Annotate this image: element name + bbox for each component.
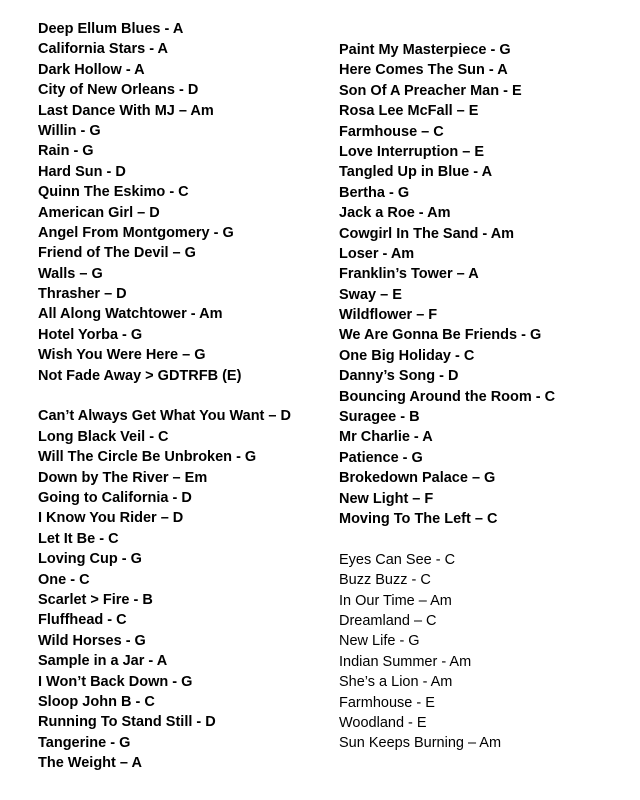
song-item: Son Of A Preacher Man - E [339,82,522,99]
song-item: Cowgirl In The Sand - Am [339,225,515,242]
song-item: Hard Sun - D [38,163,126,180]
left-column [38,19,291,773]
song-item: Moving To The Left – C [339,510,498,527]
song-item: Loser - Am [339,245,415,262]
song-item: Bouncing Around the Room - C [339,388,556,405]
song-item: Angel From Montgomery - G [38,224,234,241]
right-set-2 [339,550,555,754]
right-set-1 [339,40,555,529]
song-item: Sun Keeps Burning – Am [339,735,502,752]
song-item: Will The Circle Be Unbroken - G [38,449,257,466]
left-set-2 [38,406,291,773]
song-item: Patience - G [339,449,423,466]
song-item: Farmhouse - E [339,694,435,711]
song-item: The Weight – A [38,755,142,772]
song-item: Paint My Masterpiece - G [339,42,511,58]
song-item: One Big Holiday - C [339,347,475,364]
song-item: Wildflower – F [339,307,438,324]
song-item: American Girl – D [38,204,160,221]
song-item: All Along Watchtower - Am [38,306,223,323]
song-item: Last Dance With MJ – Am [38,102,214,119]
song-item: We Are Gonna Be Friends - G [339,327,542,344]
song-item: Hotel Yorba - G [38,326,143,343]
song-item: Down by The River – Em [38,469,208,486]
song-item: Friend of The Devil – G [38,245,196,262]
song-item: Sample in a Jar - A [38,653,168,670]
song-item: Buzz Buzz - C [339,572,431,589]
song-item: In Our Time – Am [339,592,452,609]
song-item: One - C [38,571,90,588]
song-item: Rain - G [38,143,94,160]
song-item: New Light – F [339,490,434,507]
song-item: Dark Hollow - A [38,61,145,78]
song-item: Eyes Can See - C [339,551,456,568]
song-item: Franklin’s Tower – A [339,266,479,283]
song-item: Willin - G [38,122,101,139]
song-item: Wild Horses - G [38,632,146,649]
song-item: Can’t Always Get What You Want – D [38,408,291,425]
song-item: California Stars - A [38,41,168,58]
song-item: Long Black Veil - C [38,428,169,445]
song-item: Tangerine - G [38,734,131,751]
song-item: Thrasher – D [38,286,127,303]
song-item: Indian Summer - Am [339,653,472,670]
song-item: City of New Orleans - D [38,82,199,99]
song-item: Running To Stand Still - D [38,714,216,731]
song-item: New Life - G [339,633,420,650]
song-item: Woodland - E [339,714,427,731]
song-item: Sloop John B - C [38,693,155,710]
song-item: Rosa Lee McFall – E [339,103,479,120]
song-item: Let It Be - C [38,530,119,547]
song-item: Tangled Up in Blue - A [339,164,493,181]
song-item: Jack a Roe - Am [339,205,451,222]
song-item: I Won’t Back Down - G [38,673,193,690]
set-divider-gap [38,386,291,406]
song-item: Scarlet > Fire - B [38,591,153,608]
song-item: Not Fade Away > GDTRFB (E) [38,367,242,384]
song-item: Here Comes The Sun - A [339,62,508,79]
song-item: Quinn The Eskimo - C [38,184,189,201]
song-item: Suragee - B [339,409,420,426]
song-item: Going to California - D [38,489,192,506]
song-item: I Know You Rider – D [38,510,184,527]
song-item: Dreamland – C [339,612,437,629]
song-item: Deep Ellum Blues - A [38,21,184,37]
song-item: Farmhouse – C [339,123,444,140]
left-set-1 [38,19,291,386]
song-item: Love Interruption – E [339,143,485,160]
song-item: Danny’s Song - D [339,368,459,385]
set-divider-gap [339,529,555,549]
song-item: She’s a Lion - Am [339,674,453,691]
song-item: Walls – G [38,265,103,282]
song-item: Sway – E [339,286,402,303]
song-item: Mr Charlie - A [339,429,433,446]
song-item: Brokedown Palace – G [339,470,496,487]
song-item: Bertha - G [339,184,410,201]
song-item: Wish You Were Here – G [38,347,206,364]
right-column [339,40,555,754]
song-item: Loving Cup - G [38,551,142,568]
song-item: Fluffhead - C [38,612,127,629]
